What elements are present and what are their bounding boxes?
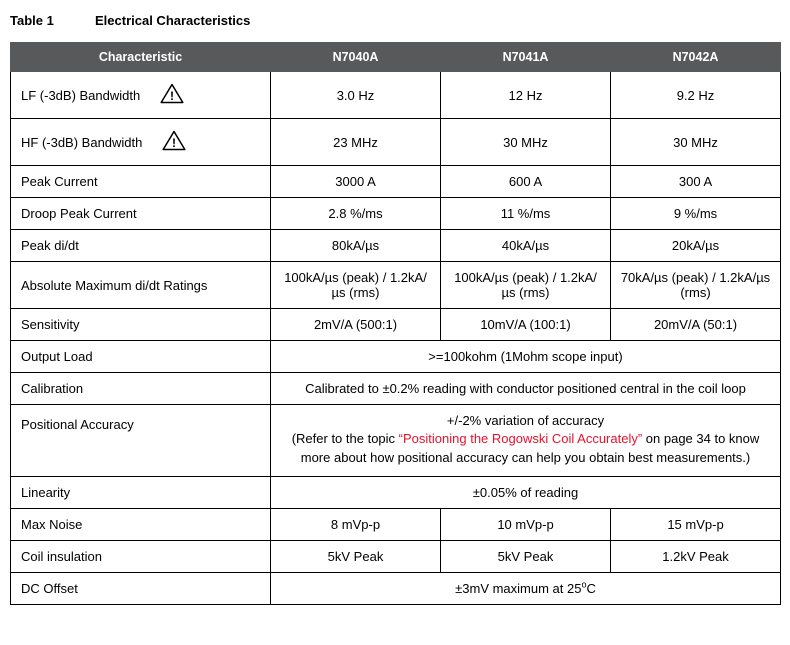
positioning-rogowski-coil-link[interactable]: “Positioning the Rogowski Coil Accurately”	[398, 431, 643, 446]
table-row-lf-bandwidth	[11, 72, 781, 119]
cell-value: ±3mV maximum at 25$^o$C	[271, 572, 781, 604]
cell-value: 3.0 Hz	[271, 72, 441, 119]
cell-value: 20mV/A (50:1)	[611, 309, 781, 341]
svg-text:!: !	[172, 136, 177, 150]
cell-value: 100kA/µs (peak) / 1.2kA/µs (rms)	[271, 262, 441, 309]
cell-value: 100kA/µs (peak) / 1.2kA/µs (rms)	[441, 262, 611, 309]
table-row-linearity	[11, 476, 781, 508]
cell-value: 30 MHz	[441, 119, 611, 166]
row-label: LF (-3dB) Bandwidth !	[11, 72, 271, 119]
table-row-peak-didt	[11, 230, 781, 262]
cell-value: 30 MHz	[611, 119, 781, 166]
column-header-n7042a: N7042A	[611, 43, 781, 72]
warning-triangle-icon	[160, 83, 184, 107]
table-row-calibration	[11, 373, 781, 405]
table-row-hf-bandwidth	[11, 119, 781, 166]
cell-value: 40kA/µs	[441, 230, 611, 262]
table-row-output-load	[11, 341, 781, 373]
table-title: Electrical Characteristics	[95, 13, 251, 28]
cell-value: 2mV/A (500:1)	[271, 309, 441, 341]
table-row-max-noise	[11, 508, 781, 540]
row-label: Positional Accuracy	[11, 405, 271, 477]
table-row-sensitivity	[11, 309, 781, 341]
row-label: Calibration	[11, 373, 271, 405]
cell-value: 2.8 %/ms	[271, 198, 441, 230]
cell-value: 8 mVp-p	[271, 508, 441, 540]
table-row-droop-peak-current	[11, 198, 781, 230]
row-label: Droop Peak Current	[11, 198, 271, 230]
cell-value: 5kV Peak	[271, 540, 441, 572]
positional-accuracy-value: +/-2% variation of accuracy	[446, 413, 605, 428]
row-label: Output Load	[11, 341, 271, 373]
table-row-positional-accuracy	[11, 405, 781, 477]
row-label: Absolute Maximum di/dt Ratings	[11, 262, 271, 309]
cell-value: >=100kohm (1Mohm scope input)	[271, 341, 781, 373]
row-label: Peak di/dt	[11, 230, 271, 262]
cell-value: 5kV Peak	[441, 540, 611, 572]
positional-accuracy-note: (Refer to the topic “Positioning the Rogowski Coil Accurately” on page 34 to know more about how positional accuracy can help you obtain best measurements.)	[291, 431, 760, 465]
cell-value: 3000 A	[271, 166, 441, 198]
table-row-peak-current	[11, 166, 781, 198]
table-row-coil-insulation	[11, 540, 781, 572]
cell-value: 20kA/µs	[611, 230, 781, 262]
cell-value	[271, 405, 781, 477]
cell-value: 15 mVp-p	[611, 508, 781, 540]
table-caption	[0, 0, 790, 28]
column-header-n7040a: N7040A	[271, 43, 441, 72]
table-row-dc-offset	[11, 572, 781, 604]
cell-value: 600 A	[441, 166, 611, 198]
table-number: Table 1	[10, 13, 54, 28]
cell-value: 70kA/µs (peak) / 1.2kA/µs (rms)	[611, 262, 781, 309]
cell-value: Calibrated to ±0.2% reading with conductor positioned central in the coil loop	[271, 373, 781, 405]
row-label: Max Noise	[11, 508, 271, 540]
row-label: HF (-3dB) Bandwidth !	[11, 119, 271, 166]
warning-triangle-icon	[162, 130, 186, 154]
table-row-absolute-max-didt	[11, 262, 781, 309]
cell-value: 23 MHz	[271, 119, 441, 166]
column-header-n7041a: N7041A	[441, 43, 611, 72]
cell-value: 1.2kV Peak	[611, 540, 781, 572]
cell-value: 11 %/ms	[441, 198, 611, 230]
cell-value: ±0.05% of reading	[271, 476, 781, 508]
svg-text:!: !	[170, 89, 175, 103]
row-label: Peak Current	[11, 166, 271, 198]
cell-value: 300 A	[611, 166, 781, 198]
cell-value: 80kA/µs	[271, 230, 441, 262]
row-label: DC Offset	[11, 572, 271, 604]
row-label: Coil insulation	[11, 540, 271, 572]
cell-value: 12 Hz	[441, 72, 611, 119]
electrical-characteristics-table	[10, 42, 781, 605]
column-header-characteristic: Characteristic	[11, 43, 271, 72]
row-label: Sensitivity	[11, 309, 271, 341]
cell-value: 9.2 Hz	[611, 72, 781, 119]
table-header-row	[11, 43, 781, 72]
cell-value: 9 %/ms	[611, 198, 781, 230]
row-label: Linearity	[11, 476, 271, 508]
cell-value: 10 mVp-p	[441, 508, 611, 540]
cell-value: 10mV/A (100:1)	[441, 309, 611, 341]
